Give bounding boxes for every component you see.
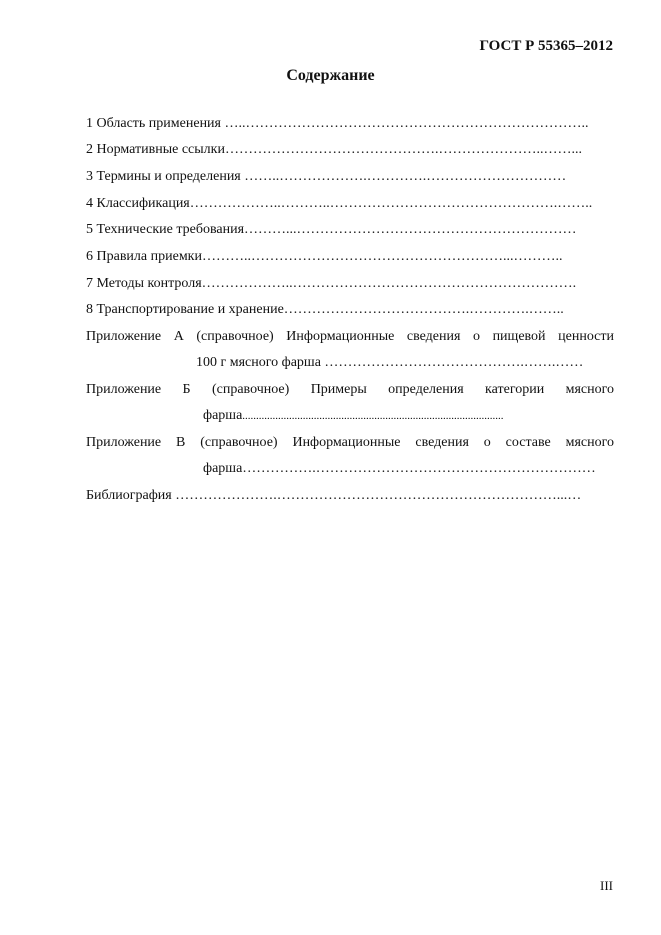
- toc-entry-5: 5 Технические требования………...……………………………………………………: [86, 222, 577, 237]
- toc-appendix-a-line2: 100 г мясного фарша …………………………………….…….……: [196, 355, 584, 370]
- toc-entry-8: 8 Транспортирование и хранение………………………………….………….……..: [86, 302, 564, 317]
- toc-entry-1: 1 Область применения …..………………………………………………………………..: [86, 116, 589, 131]
- toc-entry-3: 3 Термины и определения ……..……………….………….…………………………: [86, 169, 567, 184]
- toc-title: Содержание: [286, 67, 375, 84]
- toc-entry-4: 4 Классификация………………..………..………………………………………….……..: [86, 196, 593, 211]
- toc-bibliography: Библиография ………………….……………………………………………………...…: [86, 488, 582, 503]
- document-code: ГОСТ Р 55365–2012: [479, 38, 613, 54]
- toc-appendix-c-line1: Приложение В (справочное) Информационные сведения о составе мясного: [86, 435, 614, 450]
- toc-appendix-b-line2: [203, 407, 504, 425]
- toc-entry-6: 6 Правила приемки………..………………………………………………...………..: [86, 249, 563, 264]
- toc-appendix-b-line1: Приложение Б (справочное) Примеры определения категории мясного: [86, 382, 614, 397]
- toc-appendix-b-word: фарша: [203, 408, 243, 423]
- toc-entry-7: 7 Методы контроля………………..…………………………………………………….: [86, 276, 577, 291]
- toc-entry-2: 2 Нормативные ссылки……………………………………….…………………..……...: [86, 142, 582, 157]
- page-number: III: [600, 878, 613, 893]
- toc-appendix-a-line1: Приложение А (справочное) Информационные сведения о пищевой ценности: [86, 329, 614, 344]
- toc-appendix-c-line2: фарша…………….……………………………………………………: [203, 461, 596, 476]
- toc-appendix-b-dots: ...............................................................................................: [242, 410, 504, 422]
